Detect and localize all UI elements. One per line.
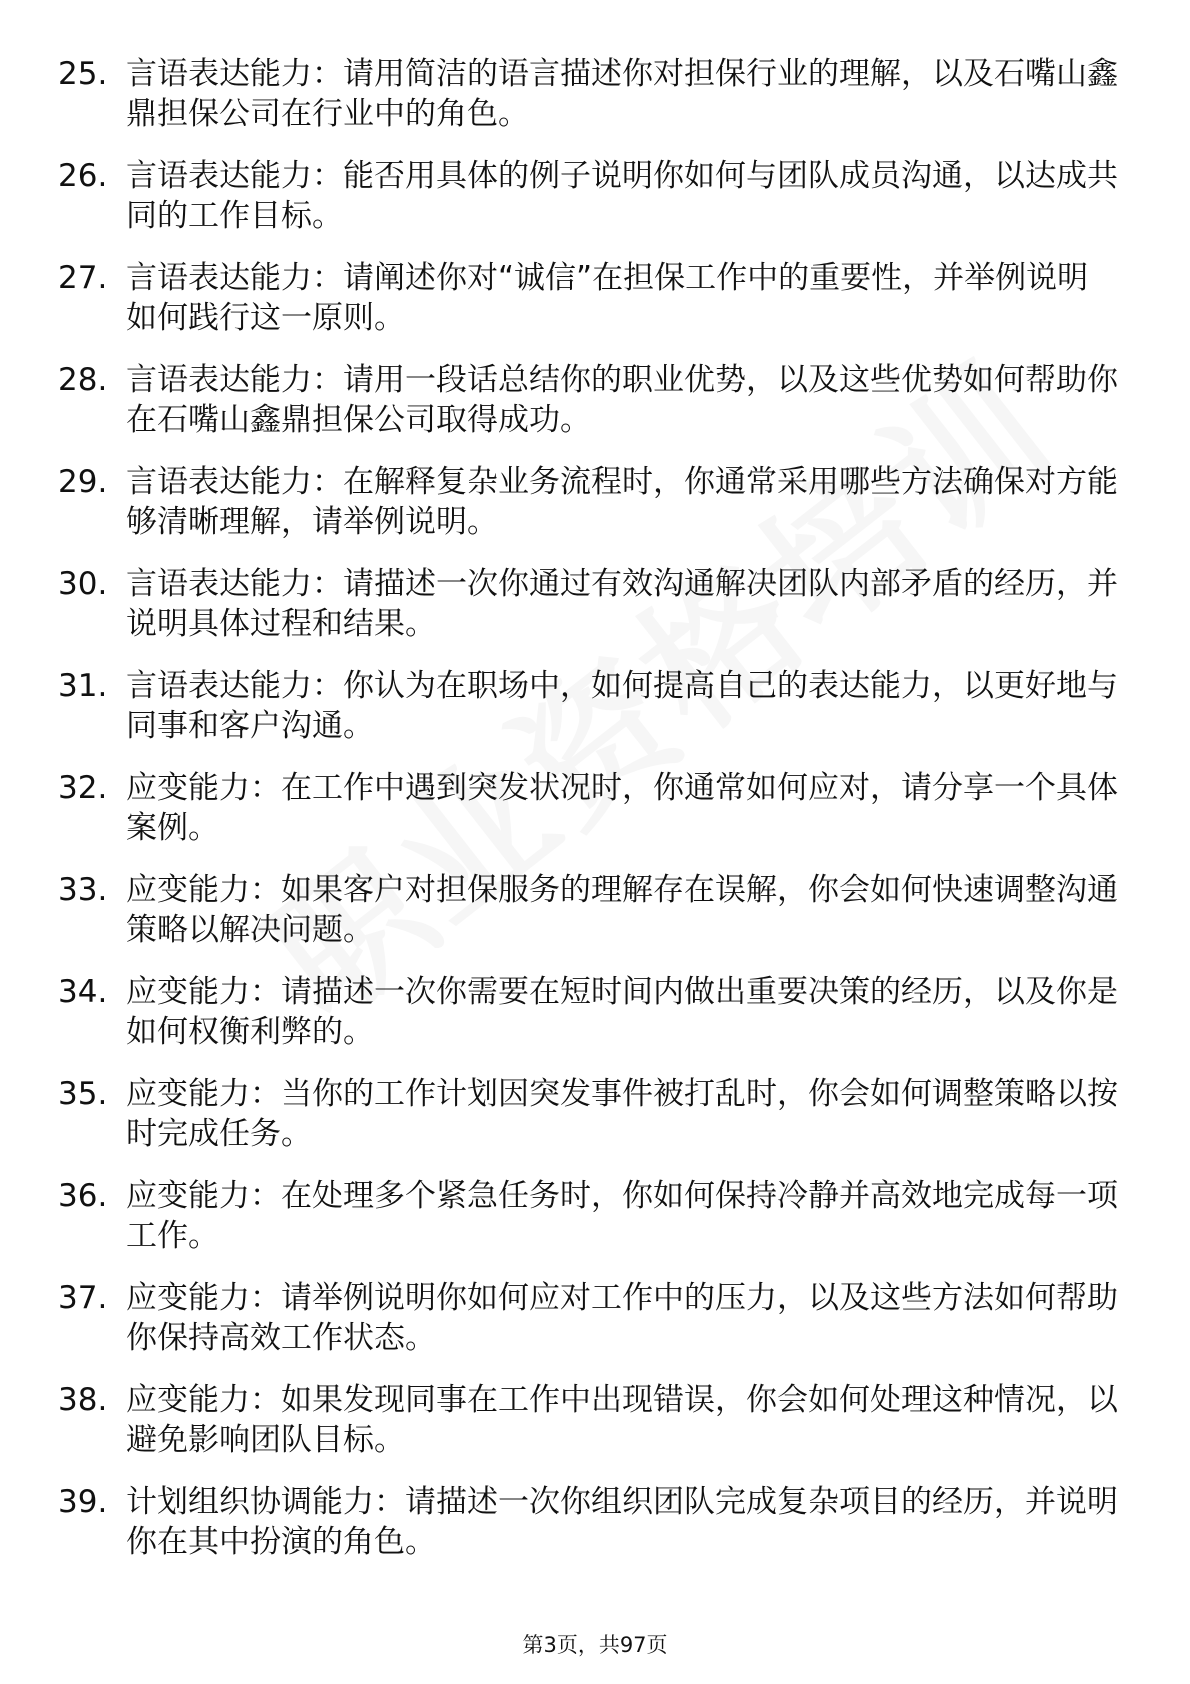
question-item: [58, 564, 1118, 666]
question-number: 35.: [58, 1076, 108, 1112]
question-item: [58, 1074, 1118, 1176]
page-number-label: 第3页，共97页: [522, 1633, 668, 1657]
question-number: 33.: [58, 872, 108, 908]
question-item: [58, 1482, 1118, 1584]
question-text: 应变能力：如果发现同事在工作中出现错误，你会如何处理这种情况，以避免影响团队目标。: [126, 1382, 1118, 1458]
question-item: [58, 54, 1118, 156]
question-number: 27.: [58, 260, 108, 296]
question-item: [58, 666, 1118, 768]
question-number: 30.: [58, 566, 108, 602]
question-item: [58, 768, 1118, 870]
question-item: [58, 360, 1118, 462]
question-number: 29.: [58, 464, 108, 500]
question-item: [58, 1380, 1118, 1482]
question-number: 25.: [58, 56, 108, 92]
question-number: 36.: [58, 1178, 108, 1214]
question-item: [58, 1176, 1118, 1278]
page-footer: [0, 1632, 1190, 1658]
question-item: [58, 1278, 1118, 1380]
question-text: 应变能力：在处理多个紧急任务时，你如何保持冷静并高效地完成每一项工作。: [126, 1178, 1118, 1254]
question-text: 言语表达能力：请阐述你对“诚信”在担保工作中的重要性，并举例说明如何践行这一原则。: [126, 260, 1089, 336]
question-text: 言语表达能力：你认为在职场中，如何提高自己的表达能力，以更好地与同事和客户沟通。: [126, 668, 1118, 744]
question-item: [58, 972, 1118, 1074]
question-number: 26.: [58, 158, 108, 194]
question-item: [58, 258, 1118, 360]
question-text: 应变能力：请描述一次你需要在短时间内做出重要决策的经历，以及你是如何权衡利弊的。: [126, 974, 1118, 1050]
question-text: 言语表达能力：请用简洁的语言描述你对担保行业的理解，以及石嘴山鑫鼎担保公司在行业中的角色。: [126, 56, 1118, 132]
question-item: [58, 156, 1118, 258]
question-number: 39.: [58, 1484, 108, 1520]
question-text: 应变能力：当你的工作计划因突发事件被打乱时，你会如何调整策略以按时完成任务。: [126, 1076, 1118, 1152]
question-number: 38.: [58, 1382, 108, 1418]
question-text: 言语表达能力：请用一段话总结你的职业优势，以及这些优势如何帮助你在石嘴山鑫鼎担保公司取得成功。: [126, 362, 1118, 438]
question-list: [58, 54, 1118, 1584]
question-number: 32.: [58, 770, 108, 806]
question-text: 言语表达能力：能否用具体的例子说明你如何与团队成员沟通，以达成共同的工作目标。: [126, 158, 1118, 234]
question-text: 应变能力：如果客户对担保服务的理解存在误解，你会如何快速调整沟通策略以解决问题。: [126, 872, 1118, 948]
question-text: 应变能力：请举例说明你如何应对工作中的压力，以及这些方法如何帮助你保持高效工作状态。: [126, 1280, 1118, 1356]
question-number: 34.: [58, 974, 108, 1010]
question-number: 28.: [58, 362, 108, 398]
question-text: 言语表达能力：请描述一次你通过有效沟通解决团队内部矛盾的经历，并说明具体过程和结果。: [126, 566, 1118, 642]
question-text: 应变能力：在工作中遇到突发状况时，你通常如何应对，请分享一个具体案例。: [126, 770, 1118, 846]
question-item: [58, 462, 1118, 564]
question-text: 计划组织协调能力：请描述一次你组织团队完成复杂项目的经历，并说明你在其中扮演的角色。: [126, 1484, 1118, 1560]
question-number: 37.: [58, 1280, 108, 1316]
question-item: [58, 870, 1118, 972]
question-text: 言语表达能力：在解释复杂业务流程时，你通常采用哪些方法确保对方能够清晰理解，请举例说明。: [126, 464, 1118, 540]
question-number: 31.: [58, 668, 108, 704]
